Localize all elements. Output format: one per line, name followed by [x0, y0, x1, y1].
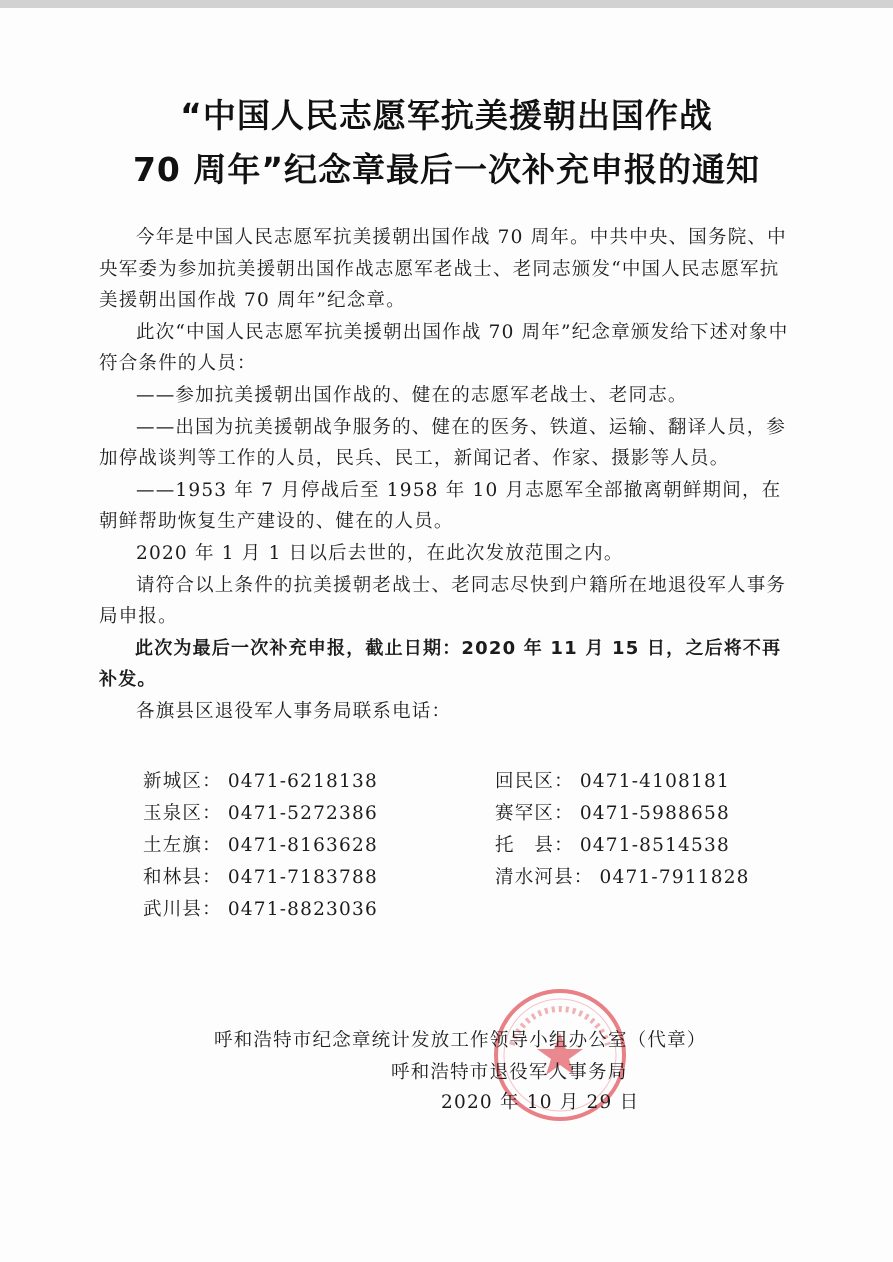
signature-org-2: 呼和浩特市退役军人事务局 [391, 1062, 628, 1083]
signature-date: 2020 年 10 月 29 日 [441, 1092, 640, 1113]
paragraph-category-2: ——出国为抗美援朝战争服务的、健在的医务、铁道、运输、翻译人员，参加停战谈判等工作的人员，民兵、民工，新闻记者、作家、摄影等人员。 [99, 416, 787, 470]
contact-yuquan [143, 799, 378, 825]
top-edge-bar [0, 0, 893, 8]
contact-district: 托 县： [495, 835, 574, 856]
paragraph-category-3: ——1953 年 7 月停战后至 1958 年 10 月志愿军全部撤离朝鲜期间，在朝鲜帮助恢复生产建设的、健在的人员。 [99, 479, 782, 533]
contact-xincheng [143, 767, 378, 793]
contact-phone: 0471-8163628 [227, 835, 378, 856]
contact-district: 赛罕区： [495, 803, 574, 824]
contact-phone: 0471-4108181 [579, 771, 730, 792]
contact-tuoxian [495, 831, 730, 857]
contact-district: 和林县： [143, 867, 222, 888]
contact-district: 清水河县： [495, 867, 594, 888]
contact-district: 新城区： [143, 771, 222, 792]
contact-phone: 0471-6218138 [227, 771, 378, 792]
contact-phone: 0471-7183788 [227, 867, 378, 888]
contact-district: 土左旗： [143, 835, 222, 856]
paragraph-deadline: 此次为最后一次补充申报，截止日期：2020 年 11 月 15 日，之后将不再补发。 [99, 637, 782, 691]
contact-tuzuo [143, 831, 378, 857]
paragraph-apply: 请符合以上条件的抗美援朝老战士、老同志尽快到户籍所在地退役军人事务局申报。 [99, 574, 787, 628]
signature-org-1: 呼和浩特市纪念章统计发放工作领导小组办公室（代章） [214, 1030, 707, 1051]
contact-phone: 0471-5272386 [227, 803, 378, 824]
contact-saihan [495, 799, 730, 825]
contacts-heading: 各旗县区退役军人事务局联系电话： [136, 700, 452, 722]
contact-phone: 0471-8514538 [579, 835, 730, 856]
contact-phone: 0471-8823036 [227, 899, 378, 920]
contact-wuchuan [143, 895, 378, 921]
contact-district: 回民区： [495, 771, 574, 792]
title-line-2: 70 周年”纪念章最后一次补充申报的通知 [132, 150, 761, 189]
paragraph-intro: 今年是中国人民志愿军抗美援朝出国作战 70 周年。中共中央、国务院、中央军委为参加抗美援朝出国作战志愿军老战士、老同志颁发“中国人民志愿军抗美援朝出国作战 70 周年”纪念章。 [99, 227, 787, 312]
contact-huimin [495, 767, 730, 793]
contact-district: 玉泉区： [143, 803, 222, 824]
title-line-1: “中国人民志愿军抗美援朝出国作战 [180, 96, 713, 135]
paragraph-scope: 此次“中国人民志愿军抗美援朝出国作战 70 周年”纪念章颁发给下述对象中符合条件的人员： [99, 321, 789, 375]
paragraph-deceased: 2020 年 1 月 1 日以后去世的，在此次发放范围之内。 [136, 542, 624, 564]
contact-district: 武川县： [143, 899, 222, 920]
contact-phone: 0471-7911828 [599, 867, 750, 888]
contact-phone: 0471-5988658 [579, 803, 730, 824]
paragraph-category-1: ——参加抗美援朝出国作战的、健在的志愿军老战士、老同志。 [136, 384, 688, 406]
contact-qingshuihe [495, 863, 750, 889]
contact-helin [143, 863, 378, 889]
notice-body [99, 222, 799, 728]
